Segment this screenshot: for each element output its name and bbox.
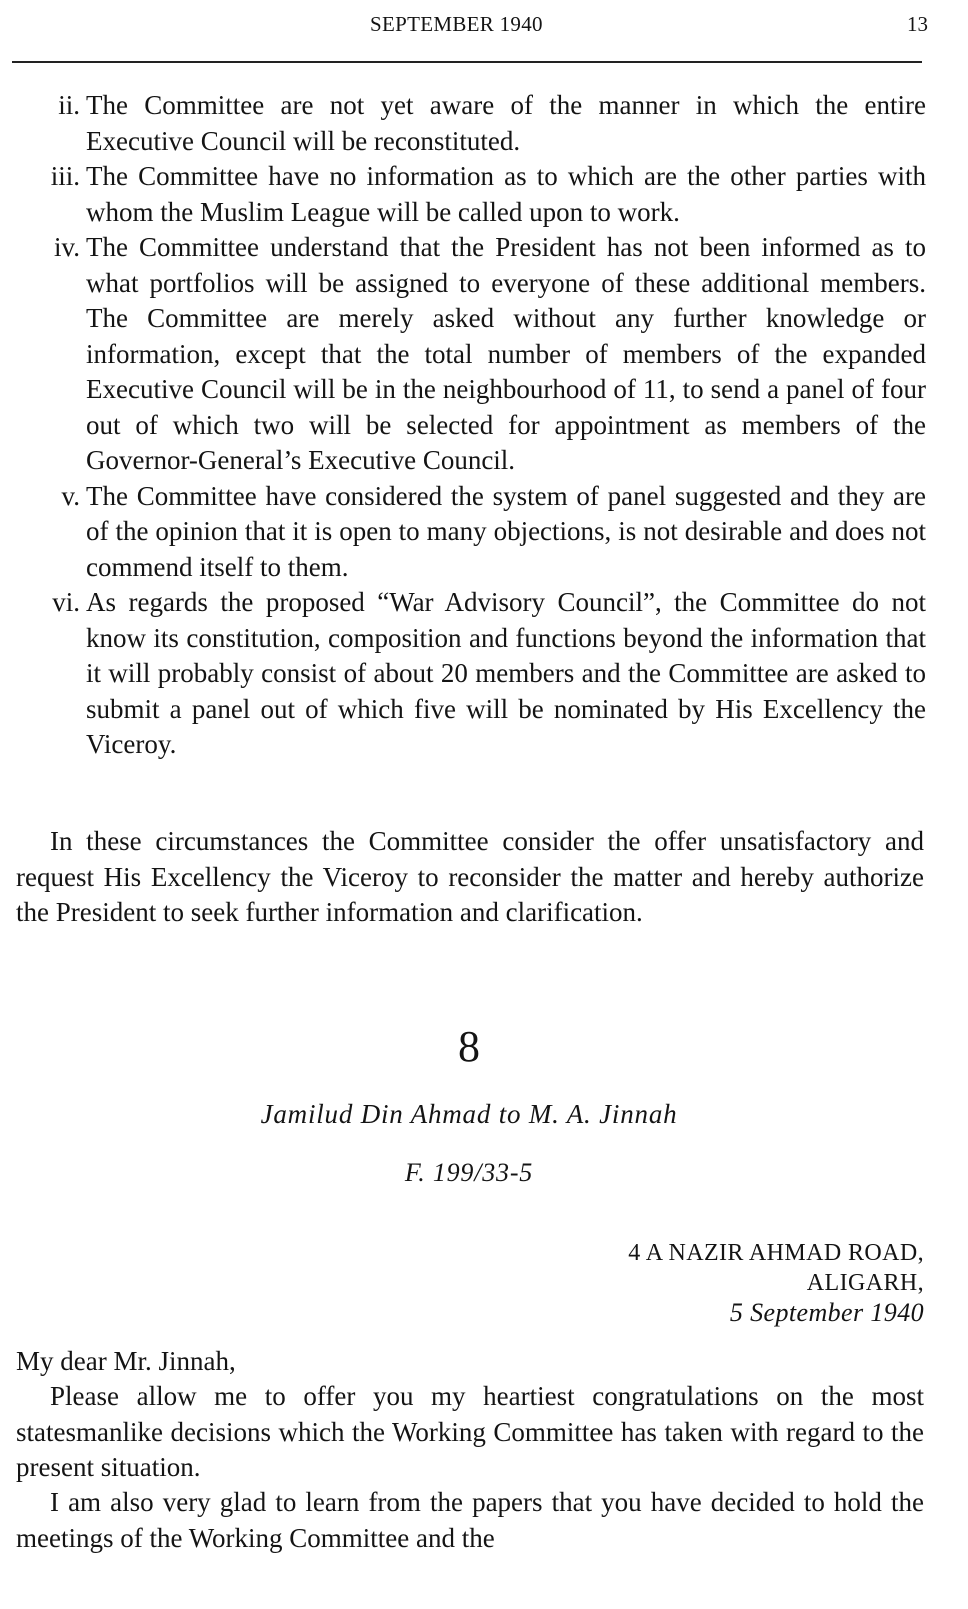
address-line: 4 A NAZIR AHMAD ROAD,: [628, 1240, 924, 1266]
letter-date: 5 September 1940: [729, 1298, 924, 1327]
document-title: Jamilud Din Ahmad to M. A. Jinnah: [260, 1099, 678, 1129]
letter-paragraph: I am also very glad to learn from the papers that you have decided to hold the meetings of the Working Committee and the: [16, 1487, 924, 1553]
document-reference: F. 199/33-5: [404, 1158, 534, 1187]
list-item-number: vi.: [52, 587, 80, 617]
list-item-text: The Committee have considered the system of panel suggested and they are of the opinion that it is open to many objections, is not desirable and does not commend itself to them.: [86, 480, 926, 582]
list-item-text: The Committee have no information as to which are the other parties with whom the Muslim League will be called upon to work.: [86, 161, 926, 227]
closing-paragraph: In these circumstances the Committee consider the offer unsatisfactory and request His Excellency the Viceroy to reconsider the matter and hereby authorize the President to seek further information and clarification.: [16, 826, 924, 927]
list-item-text: As regards the proposed “War Advisory Council”, the Committee do not know its constitution, composition and functions beyond the information that it will probably consist of about 20 members and the Committee are asked to submit a panel out of which five will be nominated by His Excellency the Viceroy.: [86, 587, 926, 759]
list-item: [18, 479, 926, 586]
salutation: My dear Mr. Jinnah,: [16, 1346, 236, 1376]
list-item: [18, 159, 926, 230]
address-line: ALIGARH,: [806, 1270, 924, 1296]
list-item-text: The Committee understand that the President has not been informed as to what portfolios will be assigned to everyone of these additional members. The Committee are merely asked without any further knowledge or information, except that the total number of members of the expanded Executive Council will be in the neighbourhood of 11, to send a panel of four out of which two will be selected for appointment as members of the Governor-General’s Executive Council.: [86, 232, 926, 475]
list-item: [18, 230, 926, 479]
list-item-number: v.: [61, 480, 80, 511]
list-item: [18, 88, 926, 159]
page-number: 13: [907, 12, 928, 36]
sender-address: [628, 1238, 924, 1328]
list-item: [18, 585, 926, 763]
header-rule: [12, 61, 922, 63]
document-number: 8: [458, 1022, 480, 1071]
list-item-number: iv.: [54, 232, 80, 262]
committee-points-list: [18, 88, 926, 763]
letter-paragraph: Please allow me to offer you my heartiest congratulations on the most statesmanlike decisions which the Working Committee has taken with regard to the present situation.: [16, 1381, 924, 1482]
list-item-text: The Committee are not yet aware of the manner in which the entire Executive Council will be reconstituted.: [86, 90, 926, 156]
running-head: SEPTEMBER 1940: [370, 12, 543, 36]
list-item-number: ii.: [58, 90, 80, 120]
list-item-number: iii.: [50, 161, 80, 191]
